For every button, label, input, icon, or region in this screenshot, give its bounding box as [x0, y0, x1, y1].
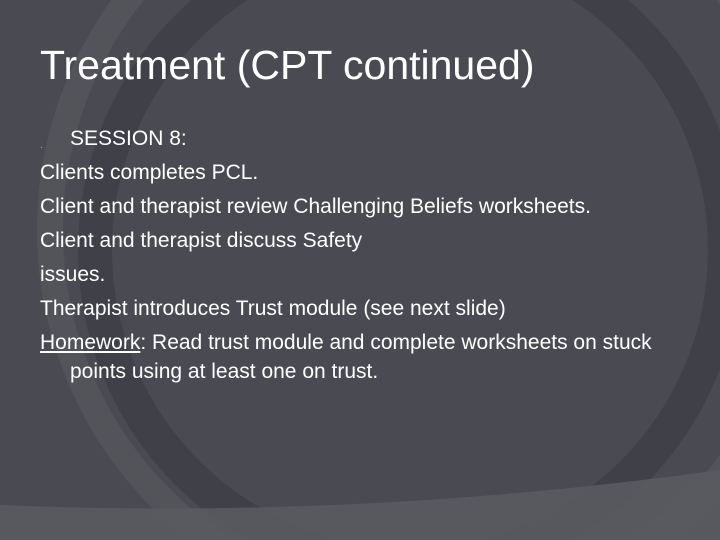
session-heading: SESSION 8:: [70, 127, 187, 150]
list-item: issues.: [40, 263, 106, 286]
homework-text: : Read trust module and complete worksheets on stuck points using at least one on trust.: [70, 331, 652, 383]
list-item: Client and therapist discuss Safety: [40, 229, 363, 252]
session-heading-line: [40, 124, 660, 153]
list-item: Client and therapist review Challenging Beliefs worksheets.: [40, 195, 591, 218]
slide-body: [40, 124, 660, 391]
list-item: Clients completes PCL.: [40, 161, 259, 184]
list-item: Therapist introduces Trust module (see next slide): [40, 297, 506, 320]
slide-title: Treatment (CPT continued): [40, 42, 535, 88]
homework-label: Homework: [40, 331, 141, 354]
bullet-icon: ·: [40, 143, 43, 152]
homework-line: [40, 328, 660, 386]
